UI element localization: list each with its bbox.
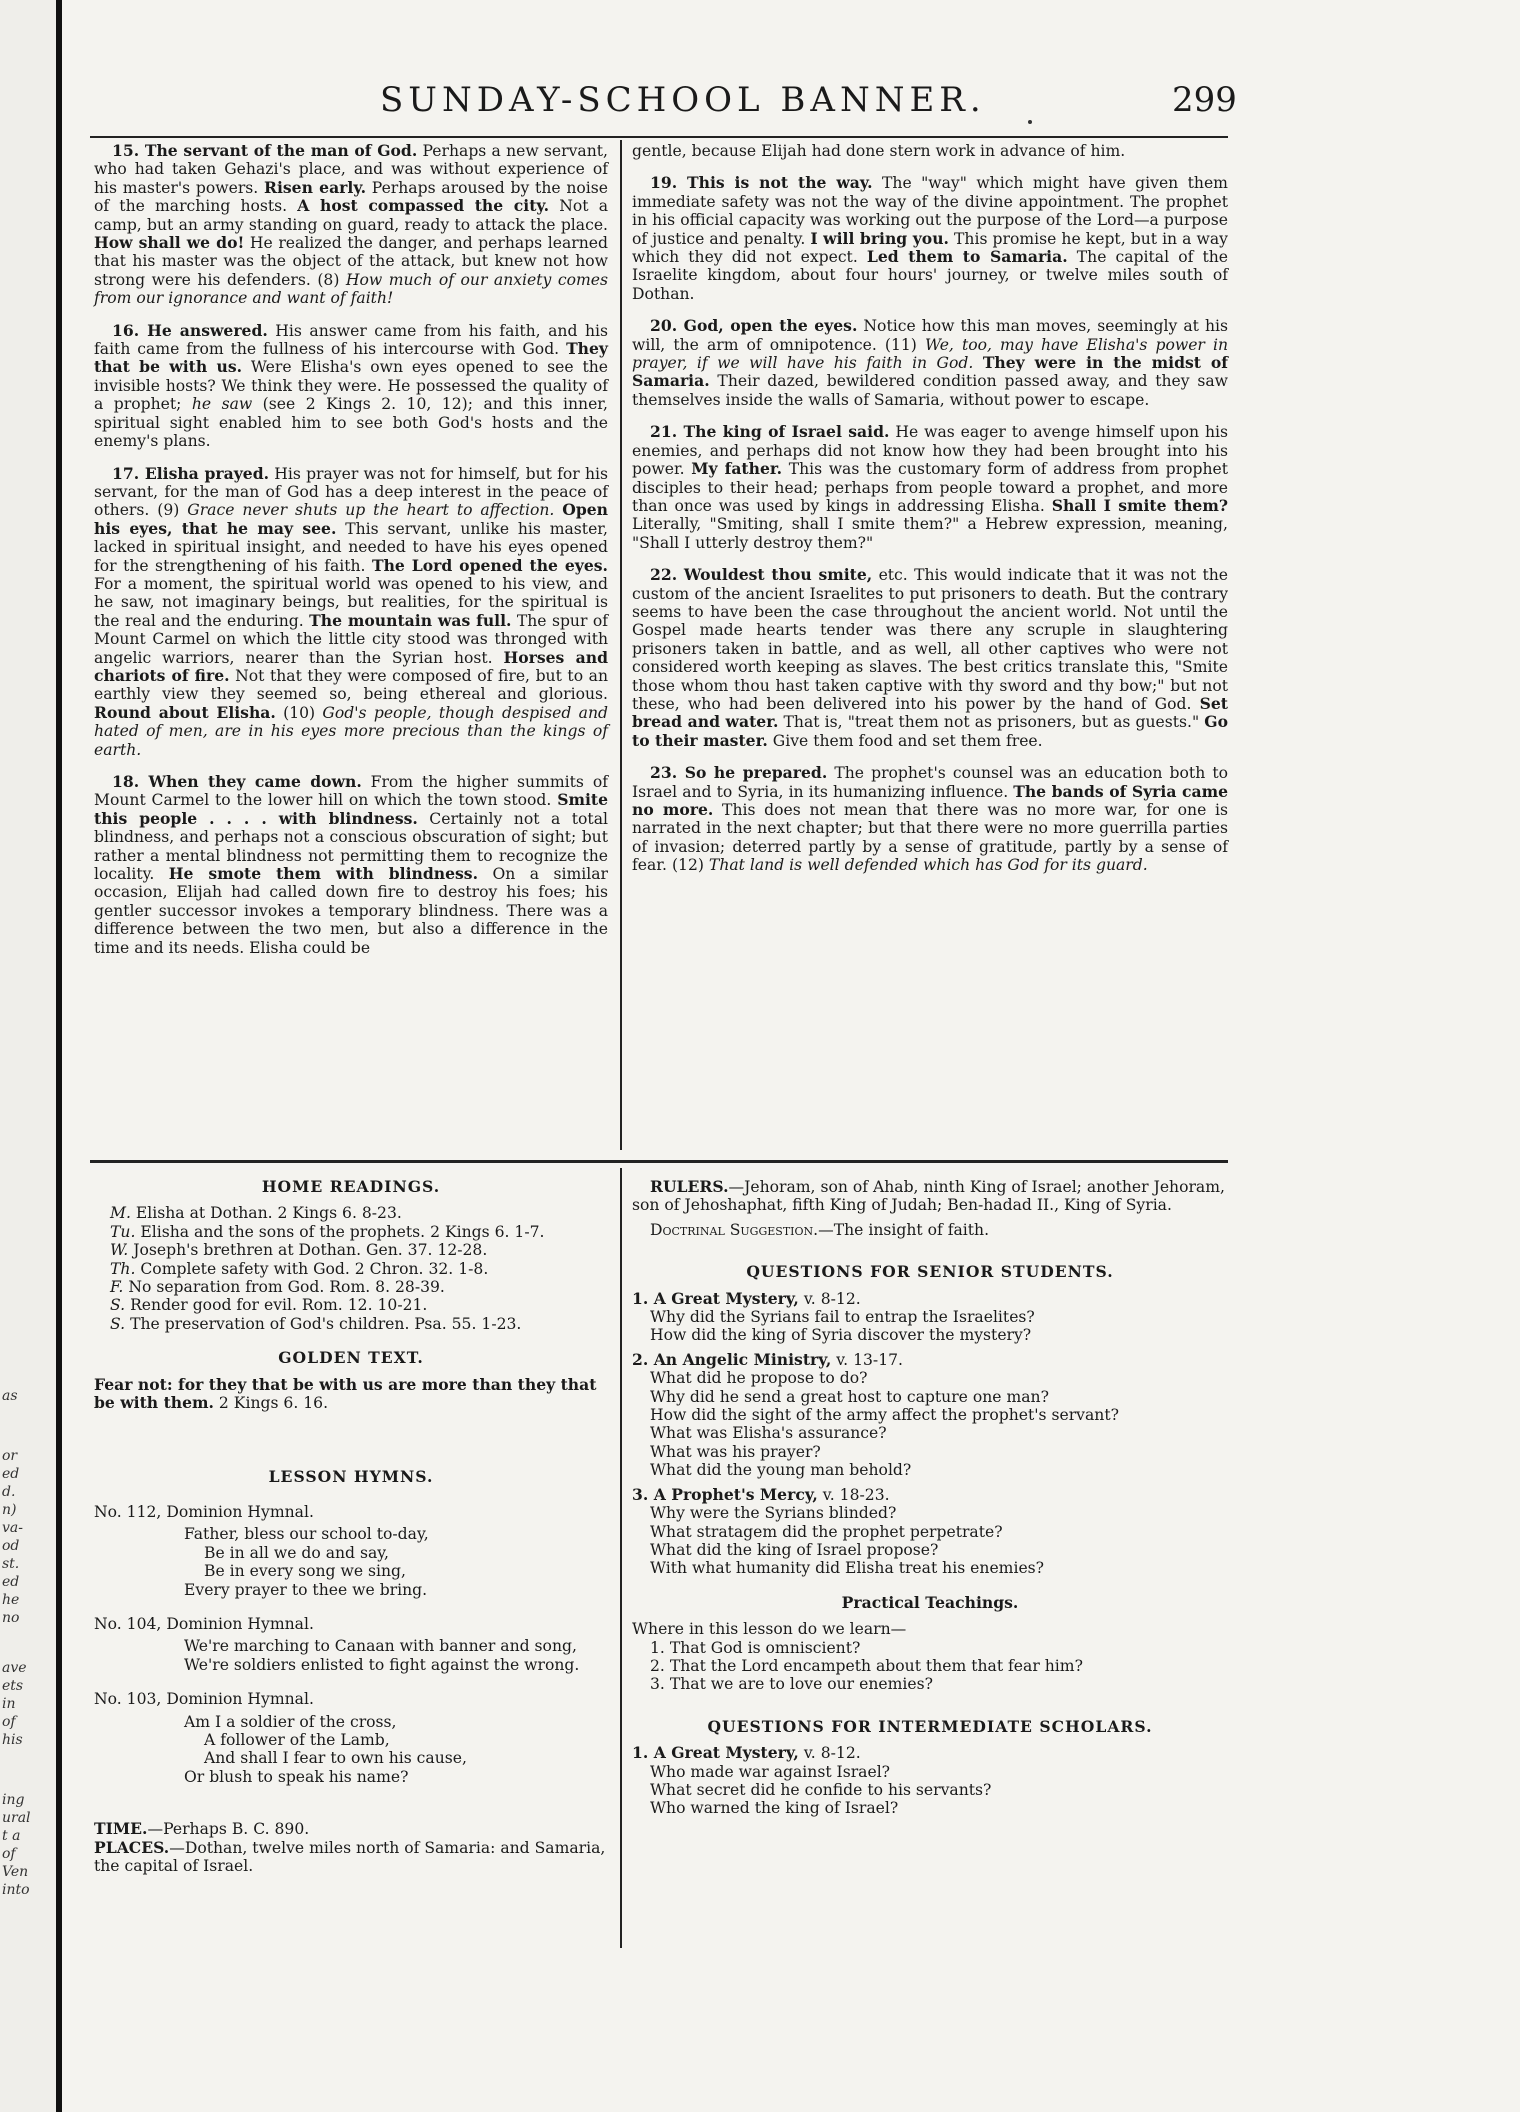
margin-fragment: od: [2, 1538, 20, 1554]
reading-item: [94, 1278, 608, 1296]
reading-day: S.: [110, 1296, 126, 1315]
note-phrase: How shall we do!: [94, 233, 245, 253]
note-phrase: Smite this people . . . . with blindness.: [94, 790, 608, 828]
note-text: The "way" which might have given them immediate safety was not the way of the divine appointment. The prophet in his official capacity was working out the purpose of the Lord—a purpose of justice and penalty.: [632, 174, 1228, 248]
question: How did the king of Syria discover the mystery?: [650, 1326, 1032, 1345]
margin-fragment: ed: [2, 1574, 20, 1590]
margin-fragment: he: [2, 1592, 20, 1608]
reading-item: [94, 1241, 608, 1259]
note-text: Literally, "Smiting, shall I smite them?" a Hebrew expression, meaning, "Shall I utterly destroy them?": [632, 515, 1228, 552]
column-divider-lower: [620, 1168, 622, 1948]
margin-fragment: of: [2, 1714, 16, 1730]
hymn-line: Every prayer to thee we bring.: [184, 1580, 428, 1599]
golden-text-heading: GOLDEN TEXT.: [278, 1348, 424, 1368]
margin-fragment: as: [2, 1388, 18, 1404]
note-heading: 22. Wouldest thou smite,: [650, 565, 873, 585]
question-section-title: [632, 1351, 1228, 1369]
note-phrase: Go to their master.: [632, 712, 1228, 750]
note-phrase: I will bring you.: [810, 228, 949, 248]
note-text: The spur of Mount Carmel on which the little city stood was thronged with angelic warriors, nearer than the Syrian host.: [94, 611, 609, 667]
note-text: He was eager to avenge himself upon his enemies, and perhaps did not know how they had been brought into his power.: [632, 423, 1229, 479]
golden-text: [94, 1376, 608, 1413]
practical-teachings-list: [632, 1639, 1228, 1694]
note-text: Were Elisha's own eyes opened to see the invisible hosts? We think they were. He possessed the quality of a prophet;: [94, 358, 608, 414]
note-17: [94, 465, 608, 760]
note-emphasis: he saw: [191, 395, 253, 414]
note-text: This was the customary form of address from prophet disciples to their head; perhaps from people toward a prophet, and more than once was used by kings in addressing Elisha.: [632, 460, 1228, 515]
hymn-line: We're soldiers enlisted to fight against the wrong.: [184, 1655, 580, 1674]
rulers-line: [632, 1178, 1228, 1215]
margin-fragment: ing: [2, 1792, 25, 1808]
time-text: —Perhaps B. C. 890.: [147, 1820, 310, 1839]
note-text: Give them food and set them free.: [767, 731, 1043, 750]
margin-fragment: ed: [2, 1466, 20, 1482]
question: What stratagem did the prophet perpetrate?: [650, 1522, 1003, 1541]
question: Why did the Syrians fail to entrap the Israelites?: [650, 1308, 1035, 1327]
section-title: 1. A Great Mystery,: [632, 1288, 799, 1308]
rulers-text: —Jehoram, son of Ahab, ninth King of Israel; another Jehoram, son of Jehoshaphat, fifth King of Judah; Ben-hadad II., King of Syria.: [632, 1178, 1225, 1215]
practical-teachings-heading: Practical Teachings.: [841, 1592, 1019, 1612]
note-text: Certainly not a total blindness, and perhaps not a conscious obscuration of sight; but rather a mental blindness not permitting them to recognize the locality.: [94, 809, 608, 884]
hymn-number: No. 104, Dominion Hymnal.: [94, 1614, 314, 1633]
commentary-right-column: [632, 142, 1228, 889]
note-text: [973, 354, 982, 372]
note-phrase: Risen early.: [264, 177, 367, 197]
note-text: His prayer was not for himself, but for his servant, for the man of God has a deep interest in the peace of others. (9): [94, 464, 609, 520]
note-phrase: He smote them with blindness.: [168, 864, 479, 884]
margin-fragment: va-: [2, 1520, 23, 1536]
note-heading: 15. The servant of the man of God.: [112, 141, 418, 160]
hymn-line: Father, bless our school to-day,: [184, 1525, 429, 1544]
intermediate-questions-heading: QUESTIONS FOR INTERMEDIATE SCHOLARS.: [707, 1716, 1153, 1736]
intermediate-section-title: [632, 1744, 1228, 1762]
question-section-title: [632, 1290, 1228, 1308]
note-text: This does not mean that there was no more war, for one is narrated in the next chapter; but that there were no more guerrilla parties of invasion; deterred partly by a sense of gratitude, partly by a sense of fear. (12): [632, 801, 1228, 875]
hymn-line: Am I a soldier of the cross,: [184, 1712, 397, 1731]
question: Who made war against Israel?: [650, 1762, 891, 1781]
note-heading: 16. He answered.: [112, 320, 268, 340]
hymn-line: Be in every song we sing,: [204, 1562, 406, 1581]
note-15: [94, 142, 608, 308]
note-text: He realized the danger, and perhaps learned that his master was the object of the attack, but knew not how strong were his defenders. (8): [94, 234, 608, 289]
note-lesson: Grace never shuts up the heart to affection.: [187, 501, 555, 520]
reading-day: S.: [110, 1314, 126, 1333]
reading-item: [94, 1296, 608, 1314]
question: What did the young man behold?: [650, 1461, 912, 1480]
doctrinal-line: [632, 1221, 1228, 1239]
note-16: [94, 322, 608, 451]
lesson-hymns-list: [94, 1503, 608, 1786]
note-text: His answer came from his faith, and his faith came from the fullness of his intercourse with God.: [94, 321, 608, 359]
practical-item: 3. That we are to love our enemies?: [650, 1675, 933, 1694]
practical-item: 2. That the Lord encampeth about them that fear him?: [650, 1656, 1083, 1675]
reading-text: Complete safety with God. 2 Chron. 32. 1-8.: [140, 1259, 489, 1278]
time-label: TIME.: [94, 1819, 148, 1839]
margin-fragment: ave: [2, 1660, 27, 1676]
note-text: Perhaps aroused by the noise of the marching hosts.: [94, 178, 608, 216]
reading-text: No separation from God. Rom. 8. 28-39.: [128, 1278, 445, 1297]
note-phrase: The mountain was full.: [309, 610, 512, 630]
hymn-line: A follower of the Lamb,: [204, 1730, 390, 1749]
margin-fragment: no: [2, 1610, 20, 1626]
margin-fragment: t a: [2, 1828, 21, 1844]
reading-text: Elisha at Dothan. 2 Kings 6. 8-23.: [135, 1204, 402, 1223]
note-phrase: Led them to Samaria.: [866, 247, 1068, 267]
places-text: —Dothan, twelve miles north of Samaria: and Samaria, the capital of Israel.: [94, 1838, 606, 1875]
question-section-title: [632, 1486, 1228, 1504]
note-phrase: They that be with us.: [94, 339, 608, 377]
section-title: 2. An Angelic Ministry,: [632, 1349, 832, 1369]
note-phrase: Shall I smite them?: [1051, 495, 1228, 515]
reading-day: Th.: [110, 1259, 136, 1278]
golden-text-verse: Fear not: for they that be with us are more than they that be with them.: [94, 1374, 597, 1413]
hymn-line: Or blush to speak his name?: [184, 1767, 409, 1786]
commentary-left-column: [94, 142, 608, 971]
question: What was Elisha's assurance?: [650, 1424, 887, 1443]
reading-item: [94, 1260, 608, 1278]
note-phrase: Round about Elisha.: [94, 702, 276, 722]
note-phrase: Horses and chariots of fire.: [94, 647, 608, 685]
note-heading: 20. God, open the eyes.: [650, 316, 858, 336]
doctrinal-text: —The insight of faith.: [818, 1220, 990, 1239]
home-readings-list: [94, 1204, 608, 1333]
note-18: [94, 773, 608, 957]
question: Why did he send a great host to capture one man?: [650, 1387, 1049, 1406]
note-heading: 21. The king of Israel said.: [650, 422, 890, 442]
margin-fragment: n): [2, 1502, 17, 1518]
reading-day: M.: [110, 1204, 131, 1223]
note-22: [632, 566, 1228, 750]
section-title: 3. A Prophet's Mercy,: [632, 1484, 818, 1504]
note-text: On a similar occasion, Elijah had called down fire to destroy his foes; his gentler successor invokes a temporary blindness. There was a difference between the two men, but also a difference in the time and its needs. Elisha could be: [94, 865, 608, 957]
note-lesson: God's people, though despised and hated of men, are in his eyes more precious than the kings of earth.: [94, 703, 608, 759]
note-phrase: The Lord opened the eyes.: [371, 555, 608, 575]
ink-dot: [1028, 120, 1032, 124]
places-line: [94, 1839, 608, 1876]
margin-fragment: his: [2, 1732, 23, 1748]
reading-item: [94, 1204, 608, 1222]
margin-fragment: or: [2, 1448, 18, 1464]
note-text: For a moment, the spiritual world was opened to his view, and he saw, not imaginary beings, but realities, for the spiritual is the real and the enduring.: [94, 574, 608, 630]
note-text: The capital of the Israelite kingdom, about four hours' journey, or twelve miles south of Dothan.: [632, 248, 1228, 303]
section-title: 1. A Great Mystery,: [632, 1743, 799, 1763]
hymn-number: No. 103, Dominion Hymnal.: [94, 1690, 314, 1709]
note-heading: 23. So he prepared.: [650, 763, 828, 783]
note-21: [632, 423, 1228, 552]
question: What was his prayer?: [650, 1442, 821, 1461]
note-text: (10): [275, 703, 323, 722]
note-text: Notice how this man moves, seemingly at his will, the arm of omnipotence. (11): [632, 317, 1228, 354]
column-divider: [620, 140, 622, 1150]
note-text: This promise he kept, but in a way which they did not expect.: [632, 229, 1228, 267]
note-text: The prophet's counsel was an education both to Israel and to Syria, in its humanizing influence.: [632, 764, 1228, 801]
note-phrase: A host compassed the city.: [297, 196, 550, 216]
question: How did the sight of the army affect the prophet's servant?: [650, 1406, 1119, 1425]
note-heading: 18. When they came down.: [112, 772, 362, 791]
lesson-hymns-heading: LESSON HYMNS.: [268, 1467, 434, 1487]
question: With what humanity did Elisha treat his enemies?: [650, 1559, 1045, 1578]
page-number: 299: [1172, 80, 1237, 120]
section-ref: v. 18-23.: [817, 1485, 890, 1504]
question: Why were the Syrians blinded?: [650, 1504, 897, 1523]
margin-fragment: of: [2, 1846, 16, 1862]
reading-day: W.: [110, 1241, 129, 1260]
reading-day: Tu.: [110, 1222, 136, 1241]
hymn-line: We're marching to Canaan with banner and song,: [184, 1637, 577, 1656]
note-19: [632, 174, 1228, 303]
reading-text: The preservation of God's children. Psa. 55. 1-23.: [130, 1314, 522, 1333]
margin-fragment: d.: [2, 1484, 16, 1500]
section-divider: [90, 1160, 1228, 1163]
question: Who warned the king of Israel?: [650, 1799, 899, 1818]
question: What did he propose to do?: [650, 1369, 868, 1388]
question: What secret did he confide to his servants?: [650, 1780, 992, 1799]
hymn-number: No. 112, Dominion Hymnal.: [94, 1502, 314, 1521]
lesson-aids-left: [94, 1178, 608, 1875]
note-text: That is, "treat them not as prisoners, but as guests.": [778, 713, 1205, 732]
running-title: SUNDAY-SCHOOL BANNER.: [380, 80, 986, 120]
doctrinal-label: Doctrinal Suggestion.: [650, 1220, 819, 1239]
note-phrase: Open his eyes, that he may see.: [94, 500, 608, 538]
reading-text: Elisha and the sons of the prophets. 2 Kings 6. 1-7.: [140, 1222, 545, 1241]
reading-text: Joseph's brethren at Dothan. Gen. 37. 12-28.: [133, 1241, 488, 1260]
section-ref: v. 8-12.: [798, 1744, 861, 1763]
note-text: Perhaps a new servant, who had taken Gehazi's place, and was without experience of his master's powers.: [94, 142, 608, 197]
reading-item: [94, 1315, 608, 1333]
note-text: Not a camp, but an army standing on guard, ready to attack the place.: [94, 197, 609, 234]
note-phrase: Set bread and water.: [632, 693, 1228, 732]
places-label: PLACES.: [94, 1837, 170, 1857]
note-text: This servant, unlike his master, lacked in spiritual insight, and needed to have his eyes opened for the strengthening of his faith.: [94, 519, 608, 575]
home-readings-heading: HOME READINGS.: [261, 1177, 441, 1196]
note-phrase: The bands of Syria came no more.: [632, 781, 1228, 819]
note-23: [632, 764, 1228, 874]
note-heading: 19. This is not the way.: [650, 173, 873, 193]
note-20: [632, 317, 1228, 409]
reading-text: Render good for evil. Rom. 12. 10-21.: [130, 1296, 428, 1315]
reading-item: [94, 1223, 608, 1241]
note-text: (see 2 Kings 2. 10, 12); and this inner, spiritual sight enabled him to see both God's hosts and the enemy's plans.: [94, 395, 608, 451]
section-ref: v. 8-12.: [798, 1289, 861, 1308]
senior-questions: [632, 1290, 1228, 1578]
note-text: etc. This would indicate that it was not the custom of the ancient Israelites to put prisoners to death. But the contrary seems to have been the case throughout the ancient world. Not until the Gospel made hearts tender was there any scruple in slaughtering prisoners taken in battle, and as well, all other captives who were not considered worth keeping as slaves. The best critics translate this, "Smite those whom thou hast taken captive with thy sword and thy bow;" but not these, who had been delivered into his power by the hand of God.: [632, 566, 1228, 713]
note-18-continued: gentle, because Elijah had done stern work in advance of him.: [632, 142, 1126, 160]
note-lesson: How much of our anxiety comes from our ignorance and want of faith!: [94, 270, 608, 308]
practical-item: 1. That God is omniscient?: [650, 1638, 861, 1657]
previous-page-margin: [0, 0, 62, 2112]
hymn-line: Be in all we do and say,: [204, 1543, 389, 1562]
margin-fragment: ets: [2, 1678, 24, 1694]
note-lesson: We, too, may have Elisha's power in prayer, if we will have his faith in God.: [632, 335, 1228, 373]
section-ref: v. 13-17.: [831, 1350, 903, 1369]
margin-fragment: ural: [2, 1810, 31, 1826]
note-phrase: My father.: [691, 459, 783, 479]
senior-questions-heading: QUESTIONS FOR SENIOR STUDENTS.: [746, 1262, 1114, 1282]
note-phrase: They were in the midst of Samaria.: [632, 353, 1228, 391]
note-text: Their dazed, bewildered condition passed away, and they saw themselves inside the walls of Samaria, without power to escape.: [632, 372, 1228, 409]
margin-fragment: in: [2, 1696, 16, 1712]
lesson-aids-right: [632, 1178, 1228, 1818]
hymn-line: And shall I fear to own his cause,: [204, 1749, 467, 1768]
note-heading: 17. Elisha prayed.: [112, 463, 270, 483]
question: What did the king of Israel propose?: [650, 1540, 939, 1559]
rulers-label: RULERS.: [650, 1177, 729, 1196]
margin-fragment: Ven: [2, 1864, 29, 1880]
note-lesson: That land is well defended which has God for its guard.: [708, 856, 1148, 875]
margin-fragment: st.: [2, 1556, 20, 1572]
note-text: From the higher summits of Mount Carmel to the lower hill on which the town stood.: [94, 773, 608, 810]
note-text: Not that they were composed of fire, but to an earthly view they seemed so, being ethereal and glorious.: [94, 666, 608, 704]
practical-intro: Where in this lesson do we learn—: [632, 1620, 907, 1639]
time-line: [94, 1820, 608, 1838]
reading-day: F.: [110, 1278, 124, 1297]
header-rule: [90, 136, 1228, 138]
margin-fragment: into: [2, 1882, 30, 1898]
intermediate-questions: [632, 1763, 1228, 1818]
golden-text-reference: 2 Kings 6. 16.: [213, 1394, 329, 1413]
